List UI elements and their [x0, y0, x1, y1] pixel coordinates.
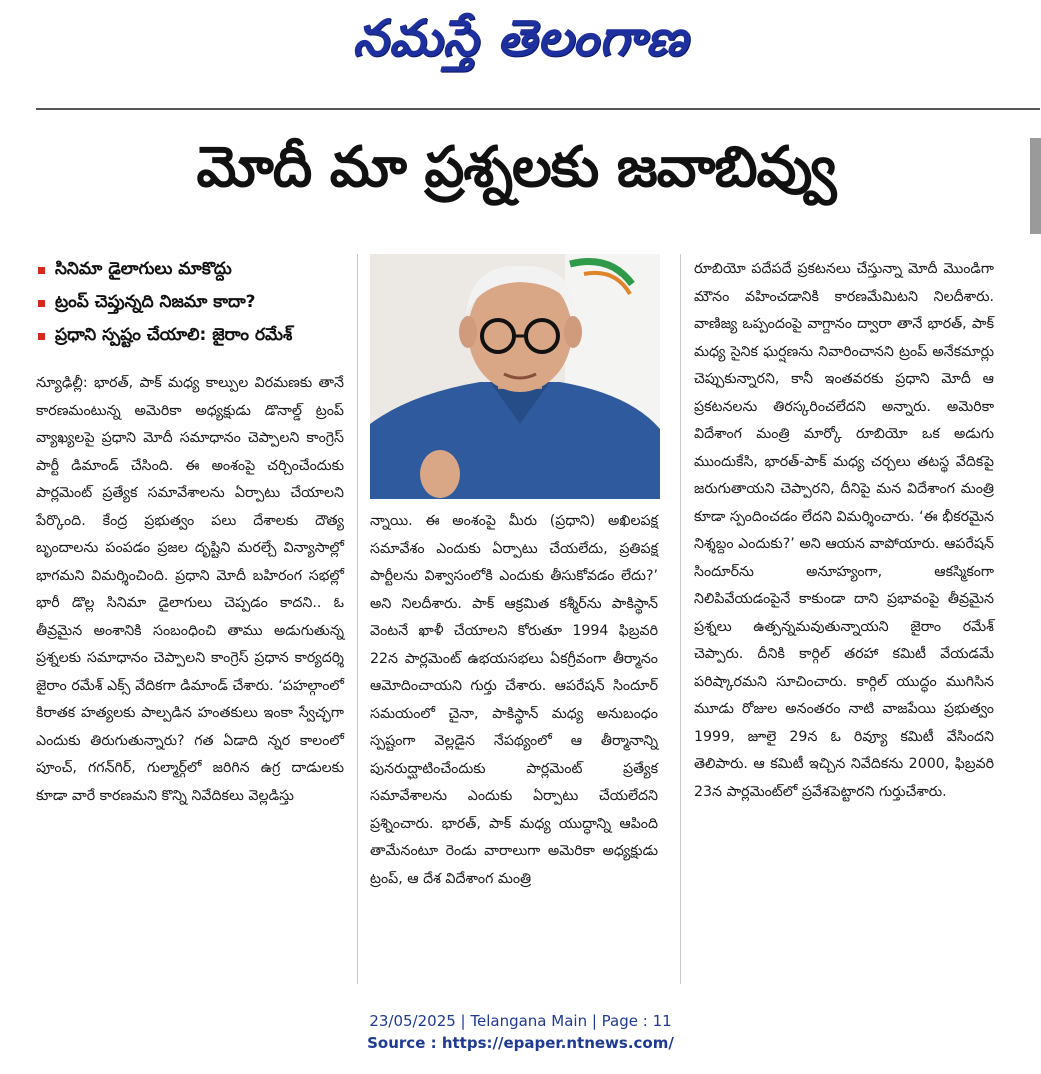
article-column-right: రూబియో పదేపదే ప్రకటనలు చేస్తున్నా మోదీ మొండిగా మౌనం వహించడానికి కారణమేమిటని నిలదీశారు. వాణిజ్య ఒప్పందంపై వాగ్దానం ద్వారా తానే భారత్, పాక్ మధ్య సైనిక ఘర్షణను నివారించానని ట్రంప్ అనేకమార్లు చెప్పుకున్నారని, కానీ ఇంతవరకు ప్రధాని మోదీ ఆ ప్రకటనలను తిరస్కరించలేదని అన్నారు. అమెరికా విదేశాంగ మంత్రి మార్కో రూబియో ఒక అడుగు ముందుకేసి, భారత్-పాక్ మధ్య చర్చలు తటస్థ వేదికపై జరుగుతాయని చెప్పారని, దీనిపై మన విదేశాంగ మంత్రి కూడా స్పందించడం లేదని విమర్శించారు. ‘ఈ భీకరమైన నిశ్శబ్దం ఎందుకు?’ అని ఆయన వాపోయారు. ఆపరేషన్ సిందూర్‌ను అనూహ్యంగా, ఆకస్మికంగా నిలిపివేయడంపైనే కాకుండా దాని ప్రభావంపై తీవ్రమైన ప్రశ్నలు ఉత్పన్నమవుతున్నాయని జైరాం రమేశ్ చెప్పారు. దీనికి కార్గిల్ తరహా కమిటీ వేయడమే పరిష్కారమని సూచించారు. కార్గిల్ యుద్ధం ముగిసిన మూడు రోజుల అనంతరం నాటి వాజపేయి ప్రభుత్వం 1999, జూలై 29న ఓ రివ్యూ కమిటీ వేసిందని తెలిపారు. ఆ కమిటీ ఇచ్చిన నివేదికను 2000, ఫిబ్రవరి 23న పార్లమెంట్‌లో ప్రవేశపెట్టారని గుర్తుచేశారు. — [694, 261, 994, 800]
highlight-item — [36, 320, 366, 353]
highlight-text: ప్రధాని స్పష్టం చేయాలి: జైరాం రమేశ్ — [55, 324, 293, 345]
page-edge-strip — [1030, 138, 1041, 234]
bullet-square-icon — [38, 267, 45, 274]
column-divider — [357, 254, 358, 984]
article-column-left: న్యూఢిల్లీ: భారత్, పాక్ మధ్య కాల్పుల విరమణకు తానే కారణమంటున్న అమెరికా అధ్యక్షుడు డొనాల్డ్ ట్రంప్ వ్యాఖ్యలపై ప్రధాని మోదీ సమాధానం చెప్పాలని కాంగ్రెస్ పార్టీ డిమాండ్ చేసింది. ఈ అంశంపై చర్చించేందుకు పార్లమెంట్ ప్రత్యేక సమావేశాలను ఏర్పాటు చేయాలని పేర్కొంది. కేంద్ర ప్రభుత్వం పలు దేశాలకు దౌత్య బృందాలను పంపడం ప్రజల దృష్టిని మరల్చే విన్యాసాల్లో భాగమని విమర్శించింది. ప్రధాని మోదీ బహిరంగ సభల్లో భారీ డొల్ల సినిమా డైలాగులు చెప్పడం కాదని.. ఓ తీవ్రమైన అంశానికి సంబంధించి తాము అడుగుతున్న ప్రశ్నలకు సమాధానం చెప్పాలని కాంగ్రెస్ ప్రధాన కార్యదర్శి జైరాం రమేశ్ ఎక్స్ వేదికగా డిమాండ్ చేశారు. ‘పహల్గాంలో కిరాతక హత్యలకు పాల్పడిన హంతకులు ఇంకా స్వేచ్ఛగా ఎందుకు తిరుగుతున్నారు? గత ఏడాది న్నర కాలంలో పూంచ్, గగన్‌గిర్, గుల్మార్గ్‌లో జరిగిన ఉగ్ర దాడులకు కూడా వారే కారణమని కొన్ని నివేదికలు వెల్లడిస్తు — [36, 375, 344, 804]
highlight-item — [36, 254, 366, 287]
bullet-square-icon — [38, 333, 45, 340]
portrait-photo — [370, 254, 660, 499]
article-headline: మోదీ మా ప్రశ్నలకు జవాబివ్వు — [196, 135, 836, 200]
newspaper-masthead: నమస్తే తెలంగాణ — [352, 8, 689, 67]
bullet-square-icon — [38, 300, 45, 307]
article-highlights — [36, 254, 366, 353]
source-link[interactable]: Source : https://epaper.ntnews.com/ — [367, 1034, 674, 1052]
highlight-text: ట్రంప్ చెప్తున్నది నిజమా కాదా? — [55, 291, 256, 312]
highlight-item — [36, 287, 366, 320]
masthead-divider — [36, 108, 1040, 110]
portrait-illustration — [370, 254, 660, 499]
column-divider — [680, 254, 681, 984]
article-column-middle: న్నాయి. ఈ అంశంపై మీరు (ప్రధాని) అఖిలపక్ష సమావేశం ఎందుకు ఏర్పాటు చేయలేదు, ప్రతిపక్ష పార్టీలను విశ్వాసంలోకి ఎందుకు తీసుకోవడం లేదు?’ అని నిలదీశారు. పాక్ ఆక్రమిత కశ్మీర్‌ను పాకిస్థాన్ వెంటనే ఖాళీ చేయాలని కోరుతూ 1994 ఫిబ్రవరి 22న పార్లమెంట్ ఉభయసభలు ఏకగ్రీవంగా తీర్మానం ఆమోదించాయని గుర్తు చేశారు. ఆపరేషన్ సిందూర్ సమయంలో చైనా, పాకిస్థాన్ మధ్య అనుబంధం స్పష్టంగా వెల్లడైన నేపథ్యంలో ఆ తీర్మానాన్ని పునరుద్ఘాటించేందుకు పార్లమెంట్ ప్రత్యేక సమావేశాలను ఎందుకు ఏర్పాటు చేయలేదని ప్రశ్నించారు. భారత్, పాక్ మధ్య యుద్ధాన్ని ఆపింది తామేనంటూ రెండు వారాలుగా అమెరికా అధ్యక్షుడు ట్రంప్, ఆ దేశ విదేశాంగ మంత్రి — [370, 513, 658, 887]
publication-info: 23/05/2025 | Telangana Main | Page : 11 — [369, 1012, 672, 1030]
highlight-text: సినిమా డైలాగులు మాకొద్దు — [55, 258, 232, 279]
